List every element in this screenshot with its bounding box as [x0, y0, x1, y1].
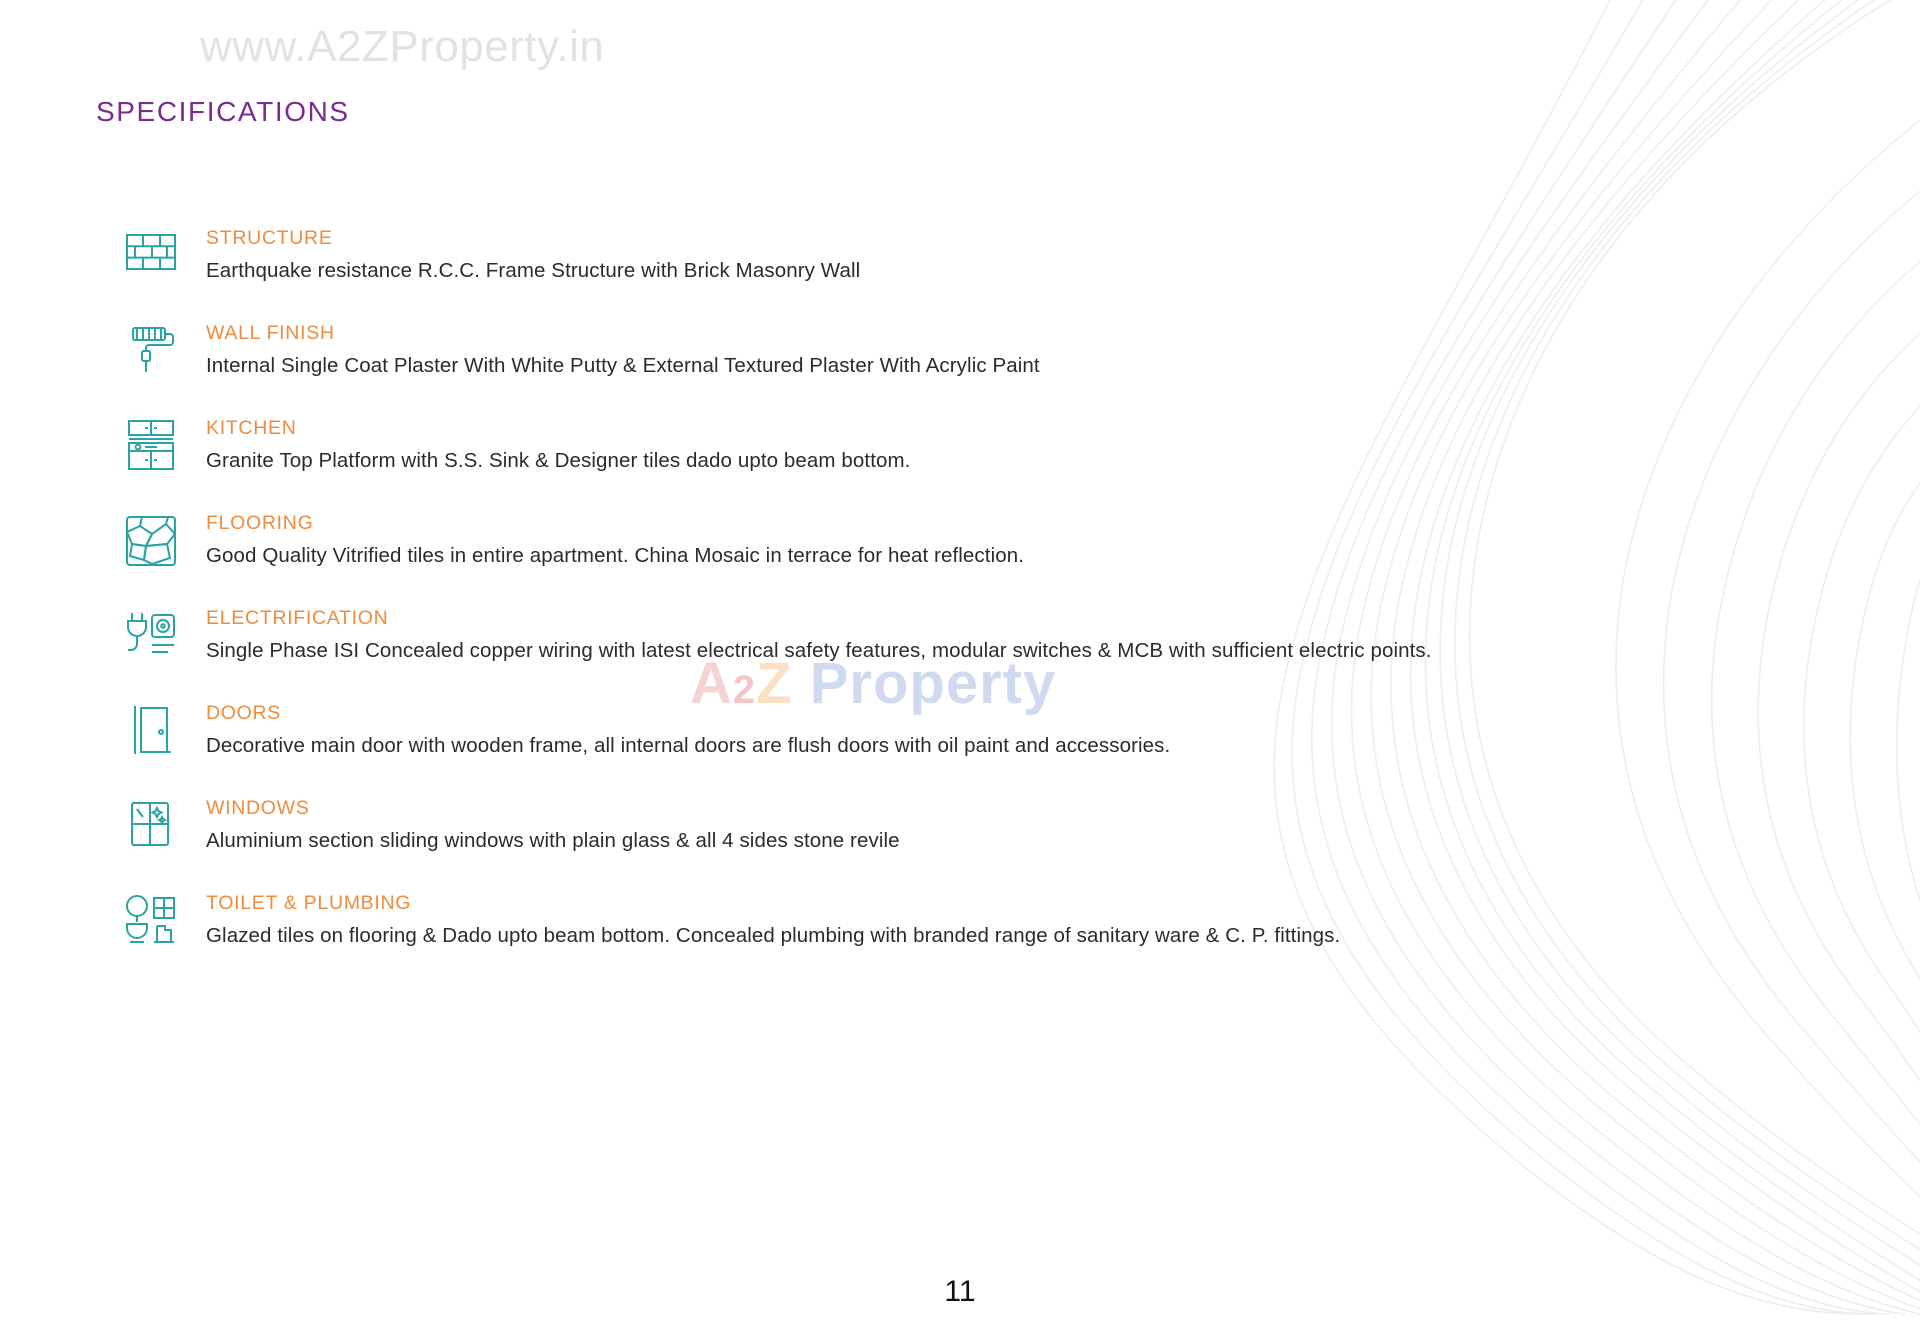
spec-row — [96, 415, 1796, 489]
spec-text-block — [206, 510, 1024, 568]
spec-row — [96, 890, 1796, 964]
floor-tiles-icon — [96, 510, 206, 570]
spec-row — [96, 700, 1796, 774]
spec-description: Granite Top Platform with S.S. Sink & Designer tiles dado upto beam bottom. — [206, 449, 911, 472]
plug-socket-icon — [96, 605, 206, 665]
watermark-letter-z: Z — [756, 651, 793, 716]
toilet-plumbing-icon — [96, 890, 206, 950]
window-icon — [96, 795, 206, 853]
page-number: 11 — [944, 1275, 976, 1308]
spec-heading: STRUCTURE — [206, 227, 333, 249]
spec-heading: KITCHEN — [206, 417, 297, 439]
spec-description: Glazed tiles on flooring & Dado upto beam bottom. Concealed plumbing with branded range of sanitary ware & C. P. fittings. — [206, 924, 1341, 947]
spec-heading: WINDOWS — [206, 797, 310, 819]
spec-text-block — [206, 890, 1340, 948]
spec-description: Single Phase ISI Concealed copper wiring with latest electrical safety features, modular switches & MCB with sufficient electric points. — [206, 639, 1432, 662]
spec-description: Earthquake resistance R.C.C. Frame Structure with Brick Masonry Wall — [206, 259, 861, 282]
watermark-letter-a: A — [690, 651, 733, 716]
watermark-word-property: Property — [809, 651, 1057, 716]
spec-text-block — [206, 225, 860, 283]
specifications-list — [96, 225, 1796, 985]
spec-description: Decorative main door with wooden frame, all internal doors are flush doors with oil paint and accessories. — [206, 734, 1171, 757]
spec-text-block — [206, 700, 1170, 758]
page-title: SPECIFICATIONS — [96, 96, 350, 127]
spec-row — [96, 605, 1796, 679]
kitchen-cabinet-icon — [96, 415, 206, 475]
spec-heading: FLOORING — [206, 512, 314, 534]
spec-description: Good Quality Vitrified tiles in entire apartment. China Mosaic in terrace for heat reflection. — [206, 544, 1025, 567]
door-icon — [96, 700, 206, 758]
paint-roller-icon — [96, 320, 206, 378]
spec-row — [96, 795, 1796, 869]
spec-row — [96, 225, 1796, 299]
watermark-url: www.A2ZProperty.in — [200, 22, 605, 71]
spec-text-block — [206, 605, 1432, 663]
spec-heading: TOILET & PLUMBING — [206, 892, 412, 914]
spec-heading: WALL FINISH — [206, 322, 335, 344]
spec-description: Aluminium section sliding windows with plain glass & all 4 sides stone revile — [206, 829, 900, 852]
brick-wall-icon — [96, 225, 206, 277]
spec-row — [96, 510, 1796, 584]
spec-text-block — [206, 415, 910, 473]
spec-description: Internal Single Coat Plaster With White Putty & External Textured Plaster With Acrylic Paint — [206, 354, 1040, 377]
spec-heading: ELECTRIFICATION — [206, 607, 389, 629]
spec-heading: DOORS — [206, 702, 282, 724]
spec-row — [96, 320, 1796, 394]
spec-text-block — [206, 320, 1040, 378]
watermark-letter-2: 2 — [732, 668, 757, 712]
spec-text-block — [206, 795, 900, 853]
